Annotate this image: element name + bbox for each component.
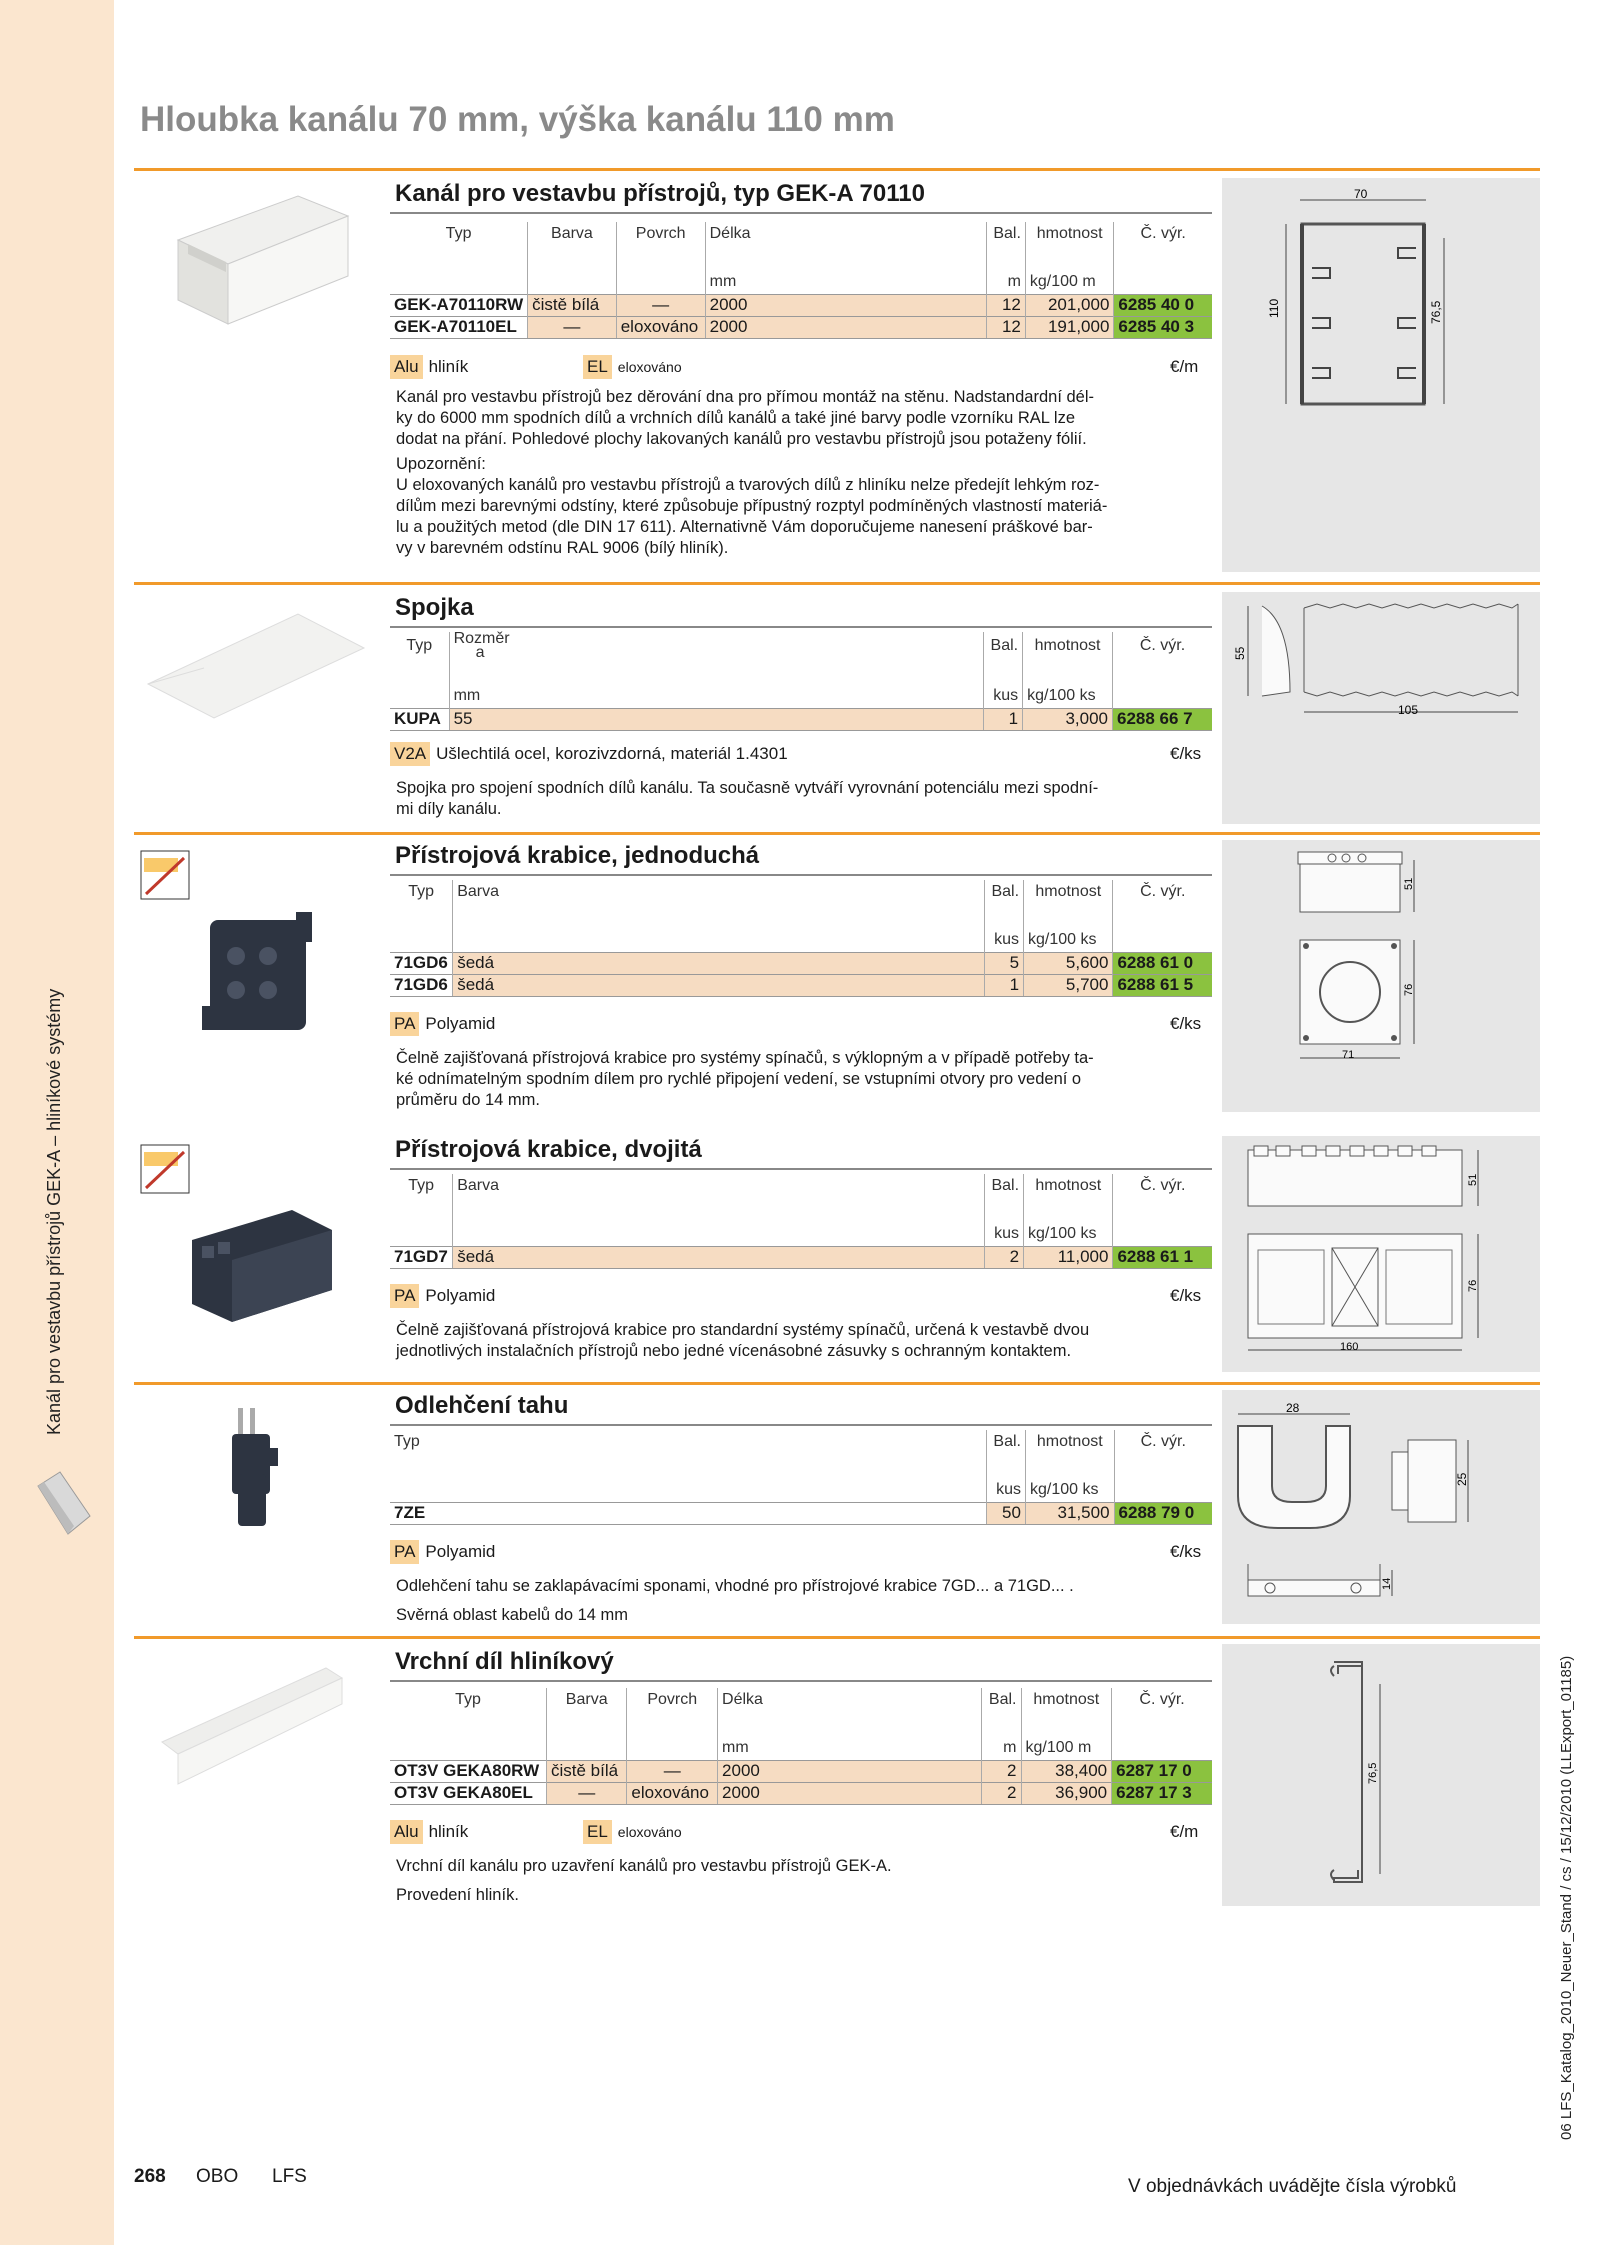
title-rule	[390, 874, 1212, 876]
page-title: Hloubka kanálu 70 mm, výška kanálu 110 mm	[140, 100, 895, 139]
col-header: Bal.	[987, 1430, 1026, 1454]
material-name: Polyamid	[425, 1014, 496, 1033]
unit-label: kus	[984, 928, 1023, 952]
catalog-reference: 06 LFS_Katalog_2010_Neuer_Stand / cs / 15/12/2010 (LLExport_01185)	[1558, 1655, 1575, 2140]
product-table	[390, 1174, 1212, 1269]
col-header: Bal.	[984, 880, 1023, 904]
finish-tag: EL	[583, 1820, 612, 1844]
price-unit: €/ks	[1170, 1014, 1202, 1033]
unit-label: kus	[987, 1478, 1026, 1502]
svg-text:76: 76	[1403, 983, 1415, 996]
price-unit: €/ks	[1170, 1286, 1202, 1305]
side-category-title: Kanál pro vestavbu přístrojů GEK-A – hliníkové systémy	[44, 988, 64, 1435]
material-tag: V2A	[390, 742, 430, 766]
col-header: Č. výr.	[1112, 632, 1212, 660]
table-row: GEK-A70110RW čistě bílá — 2000 12 201,000 6285 40 0	[390, 294, 1212, 316]
section-title: Kanál pro vestavbu přístrojů, typ GEK-A 70110	[395, 180, 925, 207]
description: Odlehčení tahu se zaklapávacími sponami, vhodné pro přístrojové krabice 7GD... a 71GD... . Svěrná oblast kabelů do 14 mm	[396, 1577, 1074, 1624]
section-divider	[134, 832, 1540, 835]
footer-brand-lfs: LFS	[272, 2166, 307, 2187]
table-row: 71GD6 šedá 5 5,600 6288 61 0	[390, 952, 1212, 974]
material-info	[390, 1820, 682, 1844]
material-info	[390, 1540, 495, 1564]
col-header: Bal.	[981, 1688, 1021, 1712]
table-row: KUPA 55 1 3,000 6288 66 7	[390, 708, 1212, 730]
col-header: Typ	[394, 1433, 420, 1450]
price-unit: €/m	[1170, 1822, 1199, 1841]
col-header: Typ	[445, 225, 472, 242]
svg-text:14: 14	[1381, 1577, 1393, 1590]
product-table	[390, 632, 1212, 731]
table-row: OT3V GEKA80EL — eloxováno 2000 2 36,900 6287 17 3	[390, 1782, 1212, 1804]
finish-name: eloxováno	[617, 1824, 682, 1840]
svg-text:28: 28	[1286, 1401, 1300, 1415]
col-header: Barva	[546, 1688, 626, 1712]
section-divider	[134, 168, 1540, 171]
section-title: Vrchní díl hliníkový	[395, 1648, 614, 1675]
unit-label: mm	[705, 270, 986, 294]
strain-relief-photo	[220, 1404, 290, 1534]
top-part-photo	[156, 1662, 346, 1792]
col-header: Č. výr.	[1114, 222, 1212, 246]
svg-text:76: 76	[1467, 1279, 1479, 1292]
section-title: Přístrojová krabice, dvojitá	[395, 1136, 702, 1163]
material-tag: PA	[390, 1284, 419, 1308]
col-header: Bal.	[983, 632, 1022, 660]
unit-label: kg/100 ks	[1023, 684, 1113, 708]
coupler-drawing	[1222, 592, 1540, 824]
double-box-drawing	[1222, 1136, 1540, 1372]
unit-label: m	[986, 270, 1025, 294]
col-header: Č. výr.	[1113, 1174, 1212, 1198]
coupler-photo	[140, 606, 370, 726]
double-box-photo	[182, 1200, 342, 1330]
channel-drawing	[1222, 178, 1540, 572]
svg-text:76,5: 76,5	[1367, 1762, 1379, 1784]
section-divider	[134, 1636, 1540, 1639]
unit-label: kg/100 m	[1021, 1736, 1112, 1760]
svg-text:51: 51	[1467, 1173, 1479, 1186]
svg-text:105: 105	[1398, 703, 1419, 717]
svg-text:160: 160	[1340, 1341, 1359, 1353]
section-title: Odlehčení tahu	[395, 1392, 569, 1419]
material-name: Polyamid	[425, 1542, 496, 1561]
finish-tag: EL	[583, 355, 612, 379]
strain-relief-drawing	[1222, 1390, 1540, 1624]
unit-label: kus	[983, 684, 1022, 708]
footer-note: V objednávkách uvádějte čísla výrobků	[1128, 2176, 1457, 2197]
price-unit: €/ks	[1170, 1542, 1202, 1561]
page-number: 268	[134, 2166, 166, 2187]
col-header: Č. výr.	[1113, 880, 1212, 904]
top-part-drawing	[1222, 1644, 1540, 1906]
title-rule	[390, 1424, 1212, 1426]
col-header: Povrch	[616, 222, 705, 246]
table-row: 71GD6 šedá 1 5,700 6288 61 5	[390, 974, 1212, 996]
footer-brand: OBO	[196, 2166, 239, 2187]
product-table	[390, 1688, 1212, 1805]
unit-label: kg/100 ks	[1025, 1478, 1114, 1502]
price-unit: €/m	[1170, 357, 1199, 376]
section-title: Spojka	[395, 594, 474, 621]
table-row: GEK-A70110EL — eloxováno 2000 12 191,000 6285 40 3	[390, 316, 1212, 338]
single-box-drawing	[1222, 840, 1540, 1112]
section-title: Přístrojová krabice, jednoduchá	[395, 842, 760, 869]
svg-text:110: 110	[1267, 298, 1281, 318]
description: Kanál pro vestavbu přístrojů bez děrování dna pro přímou montáž na stěnu. Nadstandardní dél- ky do 6000 mm spodních dílů a vrchních dílů kanálů a také jiné barvy podle vzorníku RAL lze dodat na přání. Pohledové plochy lakovaných kanálů pro vestavbu přístrojů jsou potaženy fólií. Upozornění: U eloxovaných kanálů pro vestavbu přístrojů a tvarových dílů z hliníku nelze předejít lehkým roz- dílům mezi barevnými odstíny, které způsobuje přípustný rozptyl podmíněných vlastností materiá- lu a použitých metod (dle DIN 17 611). Alternativně Vám doporučujeme nanesení práškové bar- vy v barevném odstínu RAL 9006 (bílý hliník).	[396, 388, 1108, 557]
svg-text:25: 25	[1455, 1472, 1469, 1486]
col-header: Povrch	[627, 1688, 718, 1712]
material-name: Polyamid	[425, 1286, 496, 1305]
col-header: hmotnost	[1025, 222, 1114, 246]
col-header: Bal.	[986, 222, 1025, 246]
unit-label: kus	[984, 1222, 1023, 1246]
unit-label: kg/100 m	[1025, 270, 1114, 294]
product-table	[390, 222, 1212, 339]
section-divider	[134, 582, 1540, 585]
col-header: Typ	[406, 637, 433, 654]
col-header: Barva	[453, 880, 985, 904]
col-header: Typ	[408, 883, 434, 900]
material-tag: PA	[390, 1012, 419, 1036]
description: Čelně zajišťovaná přístrojová krabice pro systémy spínačů, s výklopným a v případě potřeby ta- ké odnímatelným spodním dílem pro rychlé připojení vedení, se vstupními otvory pro vedení o průměru do 14 mm.	[396, 1049, 1094, 1109]
col-header: Délka	[705, 222, 986, 246]
section-divider	[134, 1382, 1540, 1385]
unit-label: kg/100 ks	[1024, 1222, 1113, 1246]
col-header: Rozměr a	[449, 632, 983, 660]
svg-text:70: 70	[1354, 187, 1368, 201]
unit-label: kg/100 ks	[1024, 928, 1113, 952]
description: Čelně zajišťovaná přístrojová krabice pro standardní systémy spínačů, určená k vestavbě dvou jednotlivých instalačních přístrojů nebo jedné vícenásobné zásuvky s ochranným kontaktem.	[396, 1321, 1090, 1360]
material-info	[390, 355, 682, 379]
col-header: Délka	[718, 1688, 982, 1712]
col-header: Barva	[528, 222, 617, 246]
col-header: Typ	[408, 1177, 434, 1194]
description: Vrchní díl kanálu pro uzavření kanálů pro vestavbu přístrojů GEK-A. Provedení hliník.	[396, 1857, 892, 1904]
flush-mount-logo-icon	[140, 850, 190, 900]
finish-name: eloxováno	[617, 359, 682, 375]
product-table	[390, 880, 1212, 997]
col-header: hmotnost	[1024, 880, 1113, 904]
title-rule	[390, 212, 1212, 214]
col-header: hmotnost	[1024, 1174, 1113, 1198]
rail-thumbnail-icon	[34, 1468, 94, 1538]
col-header: hmotnost	[1025, 1430, 1114, 1454]
price-unit: €/ks	[1170, 744, 1202, 763]
description: Spojka pro spojení spodních dílů kanálu. Ta současně vytváří vyrovnání potenciálu mezi spodní- mi díly kanálu.	[396, 779, 1099, 818]
col-header: Bal.	[984, 1174, 1023, 1198]
material-tag: Alu	[390, 1820, 423, 1844]
material-name: hliník	[428, 1822, 469, 1841]
material-name: hliník	[428, 357, 469, 376]
flush-mount-logo-icon	[140, 1144, 190, 1194]
title-rule	[390, 1168, 1212, 1170]
title-rule	[390, 1680, 1212, 1682]
svg-text:76,5: 76,5	[1429, 300, 1443, 324]
material-info	[390, 1012, 495, 1036]
title-rule	[390, 626, 1212, 628]
material-tag: PA	[390, 1540, 419, 1564]
table-row: OT3V GEKA80RW čistě bílá — 2000 2 38,400 6287 17 0	[390, 1760, 1212, 1782]
col-header: Typ	[455, 1691, 481, 1708]
svg-text:55: 55	[1233, 646, 1247, 660]
col-header: Č. výr.	[1114, 1430, 1212, 1454]
svg-text:71: 71	[1342, 1049, 1355, 1061]
col-header: hmotnost	[1021, 1688, 1112, 1712]
channel-photo	[168, 190, 358, 330]
unit-label: m	[981, 1736, 1021, 1760]
table-row: 71GD7 šedá 2 11,000 6288 61 1	[390, 1246, 1212, 1268]
col-header: hmotnost	[1023, 632, 1113, 660]
material-info	[390, 1284, 495, 1308]
table-row: 7ZE 50 31,500 6288 79 0	[390, 1502, 1212, 1524]
svg-text:51: 51	[1403, 877, 1415, 890]
unit-label: mm	[718, 1736, 982, 1760]
col-header: Barva	[453, 1174, 985, 1198]
single-box-photo	[196, 906, 326, 1046]
product-table	[390, 1430, 1212, 1525]
col-header: Č. výr.	[1112, 1688, 1212, 1712]
material-tag: Alu	[390, 355, 423, 379]
material-info	[390, 742, 788, 766]
unit-label: mm	[449, 684, 983, 708]
material-name: Ušlechtilá ocel, korozivzdorná, materiál 1.4301	[436, 744, 788, 763]
